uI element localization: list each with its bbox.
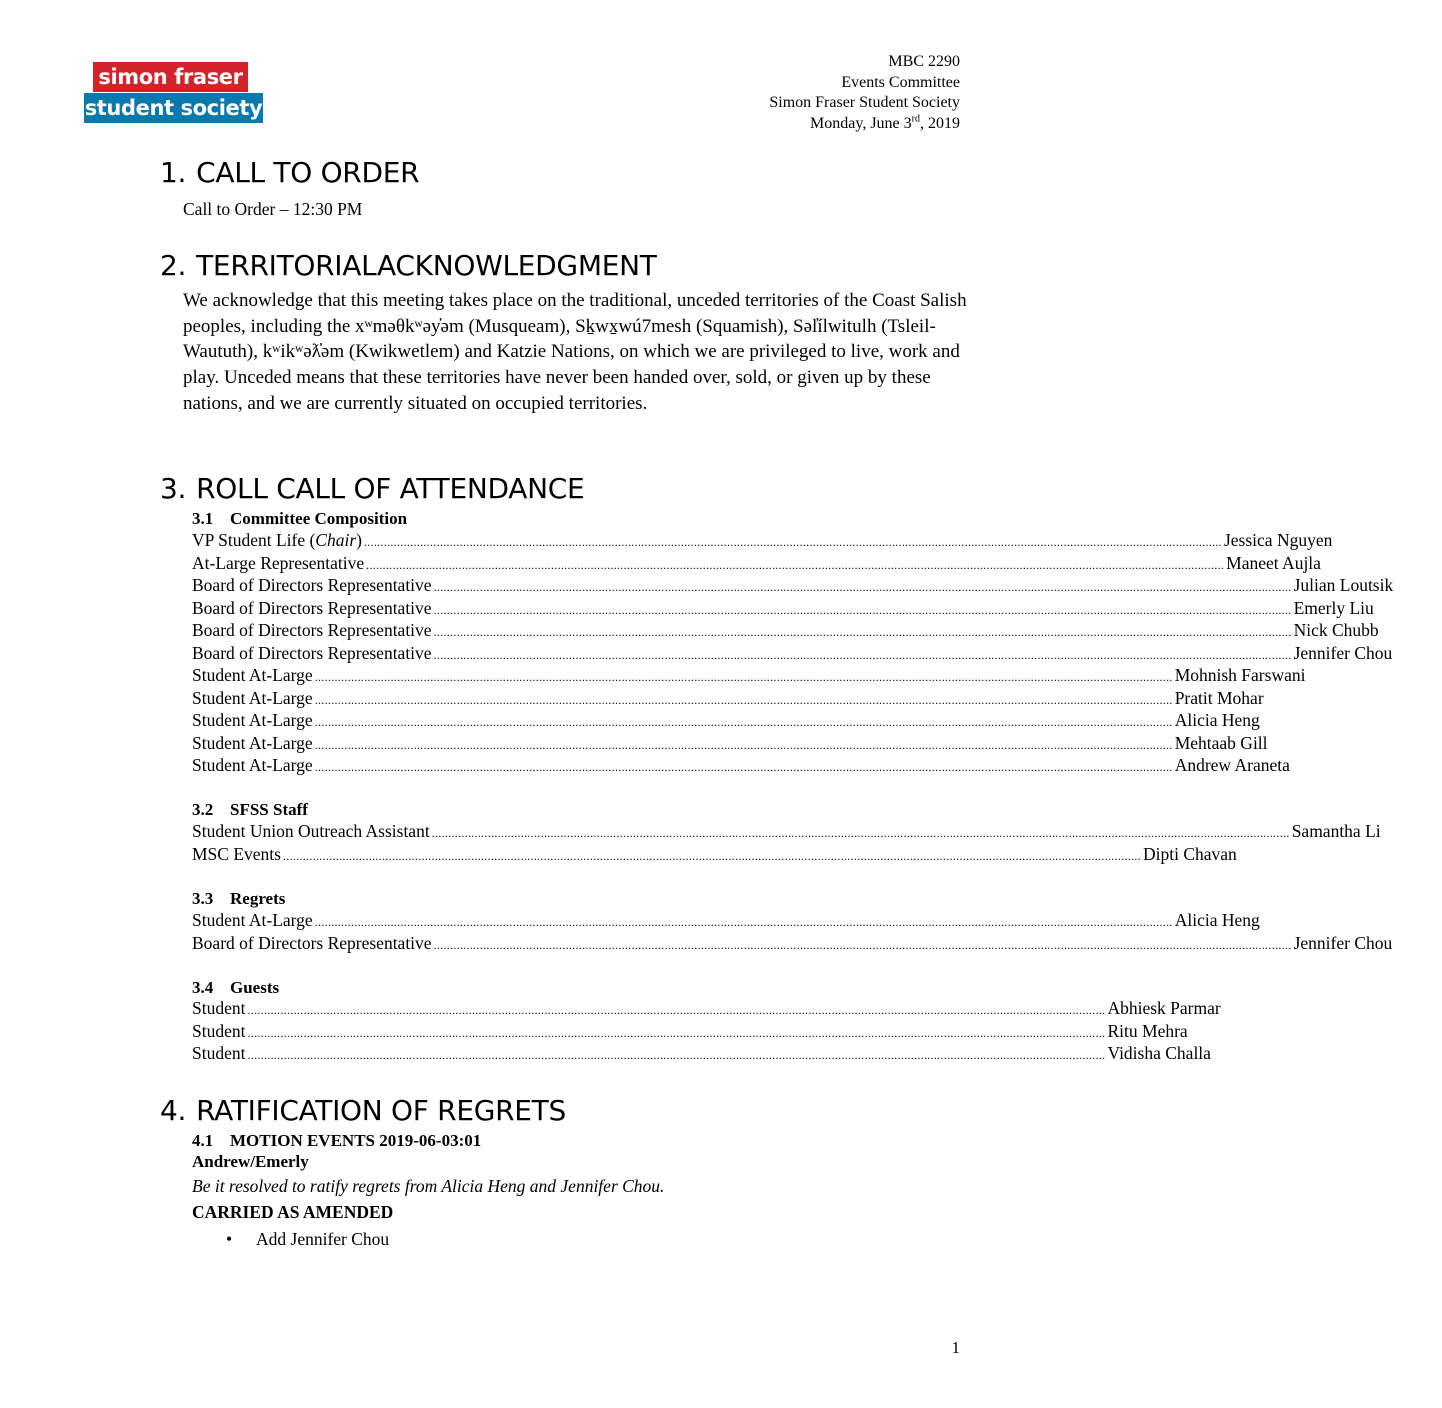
territorial-acknowledgment-text: We acknowledge that this meeting takes place on the traditional, unceded territories of the Coast Salish peoples, including the xʷməθkʷəy̓əm (Musqueam), Sḵwx̱wú7mesh (Squamish), Səl̓ílwitulh (Tsleil-Waututh), kʷikʷəƛ̓əm (Kwikwetlem) and Katzie Nations, on which we are privileged to live, work and play. Unceded means that these territories have never been handed over, sold, or given up by these nations, and we are currently situated on occupied territories. (183, 290, 967, 414)
roster-name: Alicia Heng (1174, 910, 1260, 930)
logo-line-1: simon fraser (93, 62, 248, 92)
roster-name: Vidisha Challa (1107, 1043, 1211, 1063)
call-to-order-text: Call to Order – 12:30 PM (183, 199, 363, 219)
motion-title: MOTION EVENTS 2019-06-03:01 (230, 1131, 482, 1150)
roster-row (192, 997, 1221, 1020)
roster-name: Mehtaab Gill (1174, 732, 1268, 753)
roster-row (192, 1042, 1211, 1065)
roster-role (192, 529, 362, 552)
header-date (769, 114, 960, 135)
roster-row (192, 574, 1394, 597)
amendment-text: Add Jennifer Chou (256, 1229, 390, 1249)
roster-role: Board of Directors Representative (192, 575, 432, 595)
subsection-regrets (192, 888, 285, 910)
motion-movers: Andrew/Emerly (192, 1152, 309, 1171)
roster-role: At-Large Representative (192, 552, 365, 573)
dot-leader: .................................................................................................................................................................................................................................................................... (314, 915, 1173, 929)
roster-role: Student At-Large (192, 910, 313, 930)
roster-role: Board of Directors Representative (192, 620, 432, 640)
subsection-title: Committee Composition (230, 509, 408, 528)
logo-line-2: student society (84, 93, 263, 123)
section-number: 2. (160, 249, 187, 282)
dot-leader: .................................................................................................................................................................................................................................................................... (433, 937, 1292, 952)
roster-row (192, 820, 1381, 843)
roster-name: Nick Chubb (1293, 620, 1379, 640)
bullet-icon: • (226, 1229, 233, 1249)
roster-row (192, 619, 1379, 642)
roster-role: Student At-Large (192, 710, 313, 730)
roster-role: Board of Directors Representative (192, 932, 432, 953)
dot-leader: .................................................................................................................................................................................................................................................................... (433, 625, 1292, 639)
roster-name: Maneet Aujla (1226, 552, 1321, 573)
roster-name: Andrew Araneta (1174, 755, 1290, 775)
roster-name: Pratit Mohar (1174, 687, 1264, 708)
roster-name: Samantha Li (1291, 821, 1381, 841)
subsection-number: 3.2 (192, 800, 214, 819)
roster-name: Jennifer Chou (1293, 932, 1393, 953)
roster-name: Mohnish Farswani (1174, 665, 1306, 685)
section-heading-roll-call (160, 473, 584, 505)
dot-leader: .................................................................................................................................................................................................................................................................... (433, 647, 1292, 662)
page-number: 1 (951, 1338, 960, 1357)
roster-name: Ritu Mehra (1107, 1020, 1188, 1041)
dot-leader: .................................................................................................................................................................................................................................................................... (433, 580, 1292, 594)
roster-role: Student At-Large (192, 755, 313, 775)
subsection-title: Regrets (230, 889, 286, 908)
section-heading-call-to-order (160, 157, 419, 189)
roster-role: Board of Directors Representative (192, 597, 432, 618)
subsection-committee-composition (192, 508, 407, 530)
roster-name: Jennifer Chou (1293, 642, 1393, 663)
sfss-logo (84, 62, 264, 124)
roster-row (192, 642, 1393, 665)
subsection-title: Guests (230, 978, 280, 997)
dot-leader: .................................................................................................................................................................................................................................................................... (366, 557, 1225, 572)
dot-leader: .................................................................................................................................................................................................................................................................... (247, 1048, 1106, 1062)
roster-name: Dipti Chavan (1142, 843, 1237, 864)
dot-leader: .................................................................................................................................................................................................................................................................... (247, 1003, 1106, 1017)
header-committee: Events Committee (841, 73, 960, 91)
roster-row (192, 529, 1333, 552)
subsection-number: 3.1 (192, 509, 214, 528)
roster-row (192, 932, 1393, 955)
dot-leader: .................................................................................................................................................................................................................................................................... (314, 715, 1173, 729)
roster-name: Abhiesk Parmar (1107, 998, 1221, 1018)
document-header (769, 52, 960, 134)
subsection-number: 3.3 (192, 889, 214, 908)
header-room: MBC 2290 (888, 53, 960, 70)
roster-name: Alicia Heng (1174, 710, 1260, 730)
roster-row (192, 843, 1237, 866)
motion-number: 4.1 (192, 1131, 214, 1150)
roster-role: Board of Directors Representative (192, 642, 432, 663)
roster-role: Student (192, 1020, 246, 1041)
roster-name: Emerly Liu (1293, 597, 1374, 618)
amendment-list-item (226, 1229, 389, 1250)
subsection-sfss-staff (192, 799, 308, 821)
section-title: ROLL CALL OF ATTENDANCE (196, 472, 585, 505)
dot-leader: .................................................................................................................................................................................................................................................................... (282, 848, 1141, 863)
subsection-title: SFSS Staff (230, 800, 308, 819)
roster-row (192, 709, 1260, 732)
header-date-sup: rd (911, 113, 920, 125)
roster-row (192, 597, 1374, 620)
header-date-prefix: Monday, June 3 (810, 114, 912, 132)
section-title: CALL TO ORDER (196, 156, 420, 189)
roster-row (192, 552, 1321, 575)
section-number: 4. (160, 1094, 187, 1127)
dot-leader: .................................................................................................................................................................................................................................................................... (314, 670, 1173, 684)
roster-role-italic: Chair (315, 530, 357, 550)
section-title: RATIFICATION OF REGRETS (196, 1094, 566, 1127)
roster-row (192, 909, 1260, 932)
subsection-number: 3.4 (192, 978, 214, 997)
roster-role-text: VP Student Life ( (192, 530, 316, 550)
roster-row (192, 1020, 1188, 1043)
motion-resolution: Be it resolved to ratify regrets from Alicia Heng and Jennifer Chou. (192, 1176, 665, 1196)
roster-role: Student (192, 1043, 246, 1063)
section-title: TERRITORIALACKNOWLEDGMENT (196, 249, 657, 282)
dot-leader: .................................................................................................................................................................................................................................................................... (314, 737, 1173, 752)
roster-name: Jessica Nguyen (1223, 530, 1333, 550)
section-heading-territorial-acknowledgment (160, 250, 657, 282)
roster-role: Student At-Large (192, 687, 313, 708)
roster-role: Student At-Large (192, 665, 313, 685)
roster-row (192, 664, 1306, 687)
dot-leader: .................................................................................................................................................................................................................................................................... (314, 692, 1173, 707)
section-number: 3. (160, 472, 187, 505)
roster-role: Student At-Large (192, 732, 313, 753)
guests-list (192, 997, 1221, 1065)
section-number: 1. (160, 156, 187, 189)
header-organization: Simon Fraser Student Society (769, 94, 960, 111)
roster-row (192, 754, 1290, 777)
roster-role-end: ) (356, 530, 362, 550)
dot-leader: .................................................................................................................................................................................................................................................................... (247, 1025, 1106, 1040)
roster-row (192, 732, 1268, 755)
dot-leader: .................................................................................................................................................................................................................................................................... (431, 826, 1290, 840)
subsection-guests (192, 977, 279, 999)
dot-leader: .................................................................................................................................................................................................................................................................... (363, 535, 1222, 549)
committee-composition-list (192, 529, 1394, 777)
header-date-suffix: , 2019 (920, 114, 960, 132)
roster-row (192, 687, 1264, 710)
dot-leader: .................................................................................................................................................................................................................................................................... (433, 602, 1292, 617)
roster-role: Student Union Outreach Assistant (192, 821, 430, 841)
motion-result: CARRIED AS AMENDED (192, 1202, 394, 1222)
regrets-list (192, 909, 1393, 954)
roster-name: Julian Loutsik (1293, 575, 1394, 595)
dot-leader: .................................................................................................................................................................................................................................................................... (314, 760, 1173, 774)
roster-role: MSC Events (192, 843, 281, 864)
roster-role: Student (192, 998, 246, 1018)
motion-heading (192, 1130, 481, 1152)
sfss-staff-list (192, 820, 1381, 865)
section-heading-ratification-of-regrets (160, 1095, 566, 1127)
